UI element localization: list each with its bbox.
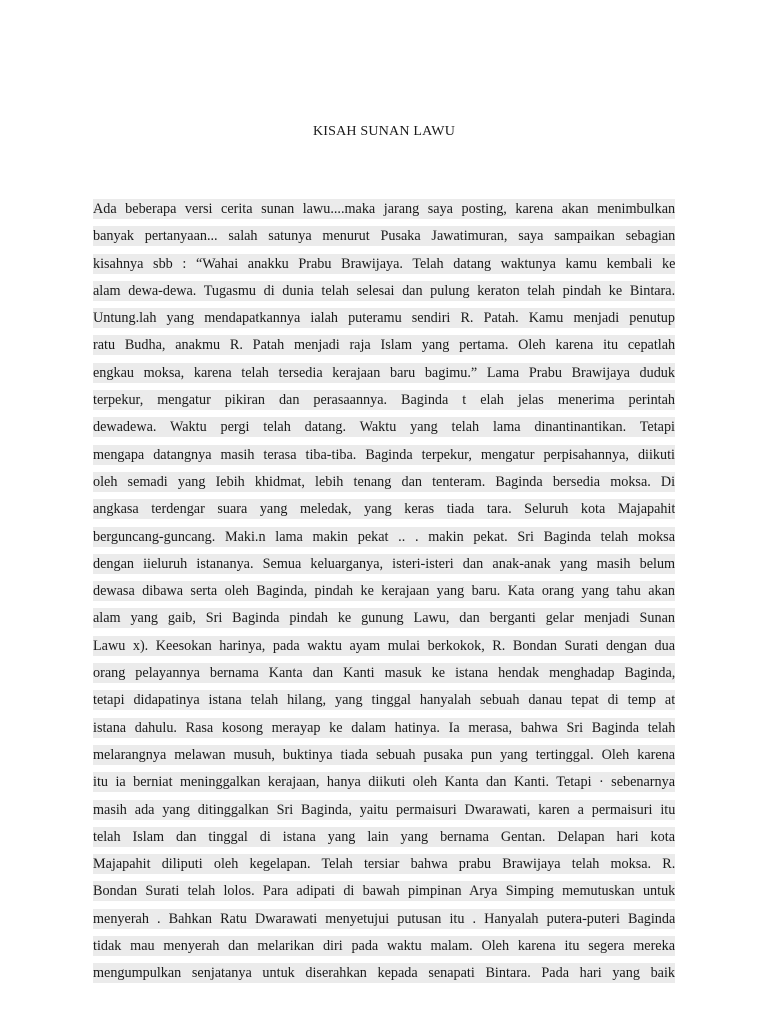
text-line-content: engkau moksa, karena telah tersedia kerajaan baru bagimu.” Lama Prabu Brawijaya duduk	[93, 364, 675, 381]
text-line	[93, 745, 675, 770]
text-line-content: banyak pertanyaan... salah satunya menurut Pusaka Jawatimuran, saya sampaikan sebagian	[93, 228, 675, 245]
text-line	[93, 390, 675, 415]
text-line	[93, 690, 675, 715]
document-title: KISAH SUNAN LAWU	[312, 124, 456, 139]
text-line	[93, 963, 675, 988]
text-line	[93, 800, 675, 825]
text-line-content: Bondan Surati telah lolos. Para adipati di bawah pimpinan Arya Simping memutuskan untuk	[93, 883, 675, 900]
text-line	[93, 827, 675, 852]
text-line	[93, 445, 675, 470]
text-line	[93, 363, 675, 388]
text-line-content: angkasa terdengar suara yang meledak, yang keras tiada tara. Seluruh kota Majapahit	[93, 501, 675, 518]
text-line	[93, 472, 675, 497]
text-line	[93, 335, 675, 360]
text-line	[93, 663, 675, 688]
text-line-content: alam yang gaib, Sri Baginda pindah ke gunung Lawu, dan berganti gelar menjadi Sunan	[93, 610, 675, 627]
text-line-content: Majapahit diliputi oleh kegelapan. Telah tersiar bahwa prabu Brawijaya telah moksa. R.	[93, 856, 675, 873]
text-line	[93, 199, 675, 224]
text-line-content: Lawu x). Keesokan harinya, pada waktu ayam mulai berkokok, R. Bondan Surati dengan dua	[93, 637, 675, 654]
text-line-content: itu ia berniat meninggalkan kerajaan, hanya diikuti oleh Kanta dan Kanti. Tetapi · sebenarnya	[93, 774, 675, 791]
text-line-content: alam dewa-dewa. Tugasmu di dunia telah selesai dan pulung keraton telah pindah ke Bintara.	[93, 282, 675, 299]
text-line-content: berguncang-guncang. Maki.n lama makin pekat .. . makin pekat. Sri Baginda telah moksa	[93, 528, 675, 545]
text-line	[93, 527, 675, 552]
text-line	[93, 499, 675, 524]
text-line-content: menyerah . Bahkan Ratu Dwarawati menyetujui putusan itu . Hanyalah putera-puteri Baginda	[93, 910, 675, 927]
text-line-content: telah Islam dan tinggal di istana yang lain yang bernama Gentan. Delapan hari kota	[93, 828, 675, 845]
text-line	[93, 254, 675, 279]
text-line-content: dengan iieluruh istananya. Semua keluarganya, isteri-isteri dan anak-anak yang masih belum	[93, 555, 675, 572]
text-line-content: Untung.lah yang mendapatkannya ialah puteramu sendiri R. Patah. Kamu menjadi penutup	[93, 310, 675, 327]
text-line-content: tidak mau menyerah dan melarikan diri pada waktu malam. Oleh karena itu segera mereka	[93, 938, 675, 955]
text-line	[93, 226, 675, 251]
text-line	[93, 281, 675, 306]
text-line-content: kisahnya sbb : “Wahai anakku Prabu Brawijaya. Telah datang waktunya kamu kembali ke	[93, 255, 675, 272]
text-line	[93, 718, 675, 743]
text-line-content: ratu Budha, anakmu R. Patah menjadi raja Islam yang pertama. Oleh karena itu cepatlah	[93, 337, 675, 354]
text-line-content: tetapi didapatinya istana telah hilang, yang tinggal hanyalah sebuah danau tepat di temp at	[93, 692, 675, 709]
text-line	[93, 936, 675, 961]
text-line-content: mengumpulkan senjatanya untuk diserahkan kepada senapati Bintara. Pada hari yang baik	[93, 965, 675, 982]
text-line	[93, 909, 675, 934]
text-line	[93, 636, 675, 661]
text-line-content: istana dahulu. Rasa kosong merayap ke dalam hatinya. Ia merasa, bahwa Sri Baginda telah	[93, 719, 675, 736]
text-line-content: masih ada yang ditinggalkan Sri Baginda, yaitu permaisuri Dwarawati, karen a permaisuri itu	[93, 801, 675, 818]
text-line	[93, 854, 675, 879]
text-line	[93, 581, 675, 606]
text-line-content: melarangnya melawan musuh, buktinya tiada sebuah pusaka pun yang tertinggal. Oleh karena	[93, 746, 675, 763]
text-line	[93, 608, 675, 633]
text-line	[93, 772, 675, 797]
text-line	[93, 417, 675, 442]
text-line-content: dewasa dibawa serta oleh Baginda, pindah ke kerajaan yang baru. Kata orang yang tahu akan	[93, 583, 675, 600]
text-line-content: dewadewa. Waktu pergi telah datang. Waktu yang telah lama dinantinantikan. Tetapi	[93, 419, 675, 436]
text-line-content: Ada beberapa versi cerita sunan lawu....maka jarang saya posting, karena akan menimbulkan	[93, 201, 675, 217]
text-line-content: terpekur, mengatur pikiran dan perasaannya. Baginda t elah jelas menerima perintah	[93, 392, 675, 409]
text-line	[93, 308, 675, 333]
text-line	[93, 554, 675, 579]
text-line-content: orang pelayannya bernama Kanta dan Kanti masuk ke istana hendak menghadap Baginda,	[93, 665, 675, 682]
text-line-content: oleh semadi yang Iebih khidmat, lebih tenang dan tenteram. Baginda bersedia moksa. Di	[93, 473, 675, 490]
text-line-content: mengapa datangnya masih terasa tiba-tiba. Baginda terpekur, mengatur perpisahannya, diikuti	[93, 446, 675, 463]
document-body	[93, 197, 675, 989]
text-line	[93, 881, 675, 906]
